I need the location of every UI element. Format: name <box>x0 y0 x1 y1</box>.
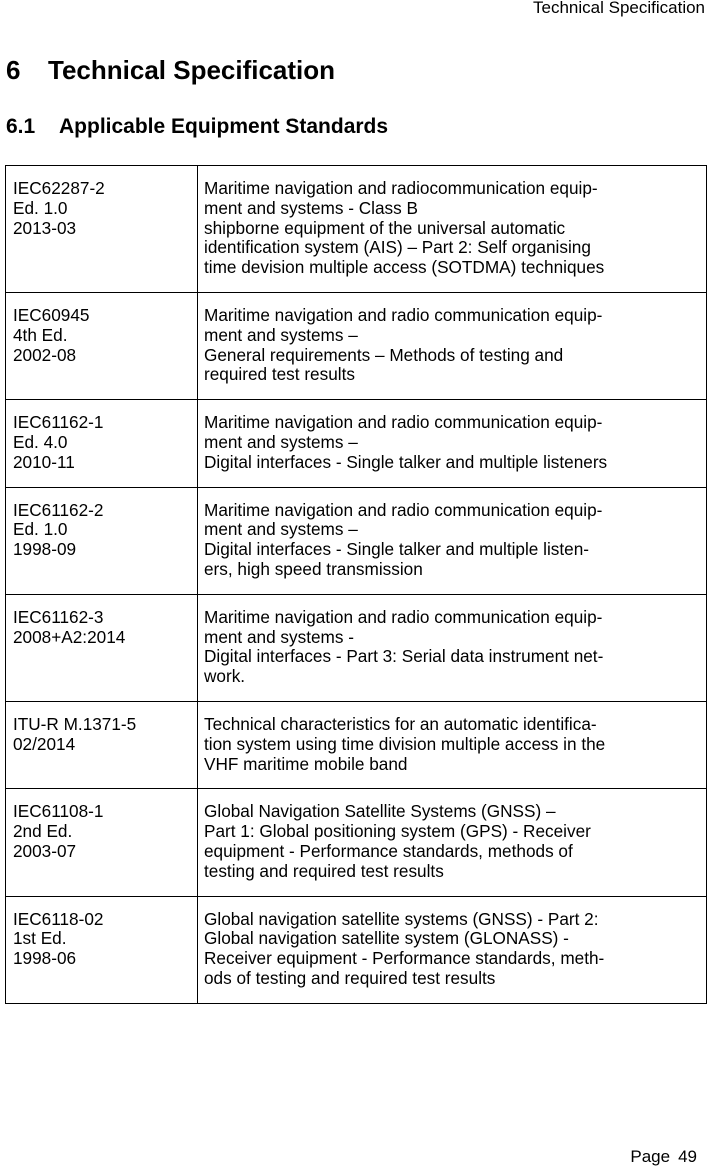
standard-description-line: Maritime navigation and radio communication equip- <box>204 606 603 627</box>
standard-id-line: Ed. 1.0 <box>13 197 68 218</box>
standard-id-line: IEC6118-02 <box>13 908 104 929</box>
standard-id-line: IEC61162-3 <box>13 606 104 627</box>
standard-id-cell <box>6 400 198 487</box>
standard-id-line: IEC61108-1 <box>13 801 104 822</box>
standard-description-line: shipborne equipment of the universal automatic <box>204 217 566 238</box>
standard-description-line: VHF maritime mobile band <box>204 753 408 774</box>
standard-description-line: equipment - Performance standards, methods of <box>204 840 573 861</box>
table-row <box>6 292 707 399</box>
table-row <box>6 594 707 701</box>
standard-id-line: 2008+A2:2014 <box>13 626 126 647</box>
standard-description-line: work. <box>204 666 246 687</box>
standard-description-line: Maritime navigation and radiocommunication equip- <box>204 178 598 198</box>
page-number: 49 <box>678 1147 697 1166</box>
standard-description-line: Global navigation satellite systems (GNSS) - Part 2: <box>204 908 599 929</box>
standard-id-line: IEC60945 <box>13 304 90 325</box>
standard-id-line: 02/2014 <box>13 733 76 754</box>
page-footer <box>630 1146 697 1168</box>
standard-description-line: Receiver equipment - Performance standards, meth- <box>204 948 605 969</box>
standard-id-line: Ed. 4.0 <box>13 431 68 452</box>
standard-id-line: Ed. 1.0 <box>13 519 68 540</box>
page-label: Page <box>630 1147 671 1166</box>
standard-description-line: Maritime navigation and radio communication equip- <box>204 412 603 433</box>
standard-id-line: 1998-09 <box>13 539 77 560</box>
standard-id-line: 4th Ed. <box>13 324 68 345</box>
standard-id-line: 2013-03 <box>13 217 77 238</box>
standard-description-cell <box>198 166 707 293</box>
standard-description-line: ment and systems – <box>204 431 358 452</box>
standard-description-line: Maritime navigation and radio communication equip- <box>204 304 603 325</box>
standard-description-cell <box>198 292 707 399</box>
section-number: 6.1 <box>6 115 36 138</box>
standard-description-line: ment and systems - <box>204 626 354 647</box>
standard-description-line: identification system (AIS) – Part 2: Self organising <box>204 237 591 258</box>
standard-description-line: ods of testing and required test results <box>204 967 496 988</box>
chapter-number: 6 <box>6 55 21 85</box>
standard-description-line: Digital interfaces - Part 3: Serial data instrument net- <box>204 646 604 667</box>
standard-id-line: IEC61162-2 <box>13 499 104 520</box>
table-row <box>6 487 707 594</box>
chapter-title-text: Technical Specification <box>48 55 336 85</box>
section-title <box>6 113 388 141</box>
standard-id-cell <box>6 594 198 701</box>
standard-description-line: ment and systems - Class B <box>204 197 418 218</box>
standard-id-line: IEC61162-1 <box>13 412 104 433</box>
standard-id-line: 1998-06 <box>13 948 77 969</box>
standard-id-cell <box>6 701 198 788</box>
standards-table-body <box>6 166 707 1004</box>
standard-id-line: IEC62287-2 <box>13 178 105 198</box>
standard-id-cell <box>6 487 198 594</box>
standard-description-line: Technical characteristics for an automatic identifica- <box>204 713 597 734</box>
standard-description-cell <box>198 594 707 701</box>
standard-description-line: testing and required test results <box>204 860 444 881</box>
standard-id-line: 2010-11 <box>13 451 75 472</box>
standard-id-line: ITU-R M.1371-5 <box>13 713 137 734</box>
standard-description-line: tion system using time division multiple access in the <box>204 733 606 754</box>
standard-description-line: ment and systems – <box>204 324 358 345</box>
table-row <box>6 896 707 1003</box>
standard-id-cell <box>6 166 198 293</box>
standard-description-cell <box>198 701 707 788</box>
standard-id-cell <box>6 789 198 896</box>
table-row <box>6 400 707 487</box>
standard-id-cell <box>6 292 198 399</box>
standard-id-line: 1st Ed. <box>13 928 67 949</box>
standard-description-line: Maritime navigation and radio communication equip- <box>204 499 603 520</box>
standard-description-line: General requirements – Methods of testing and <box>204 344 564 365</box>
standard-description-cell <box>198 789 707 896</box>
table-row <box>6 789 707 896</box>
standard-id-cell <box>6 896 198 1003</box>
standards-table <box>5 165 707 1004</box>
standard-id-line: 2003-07 <box>13 840 77 861</box>
table-row <box>6 166 707 293</box>
standard-description-line: Global Navigation Satellite Systems (GNSS) – <box>204 801 556 822</box>
chapter-title <box>6 53 335 87</box>
standard-description-line: Digital interfaces - Single talker and multiple listen- <box>204 539 589 560</box>
standard-description-cell <box>198 400 707 487</box>
standard-description-line: Digital interfaces - Single talker and multiple listeners <box>204 451 608 472</box>
standard-description-cell <box>198 487 707 594</box>
standard-description-line: Global navigation satellite system (GLONASS) - <box>204 928 569 949</box>
table-row <box>6 701 707 788</box>
standard-id-line: 2nd Ed. <box>13 821 73 842</box>
standard-description-line: ers, high speed transmission <box>204 558 423 579</box>
standard-description-line: time devision multiple access (SOTDMA) techniques <box>204 257 605 278</box>
standard-description-line: ment and systems – <box>204 519 358 540</box>
standard-description-cell <box>198 896 707 1003</box>
standard-id-line: 2002-08 <box>13 344 77 365</box>
running-header: Technical Specification <box>533 0 705 17</box>
standard-description-line: required test results <box>204 364 355 385</box>
section-title-text: Applicable Equipment Standards <box>59 115 389 138</box>
standard-description-line: Part 1: Global positioning system (GPS) - Receiver <box>204 821 591 842</box>
